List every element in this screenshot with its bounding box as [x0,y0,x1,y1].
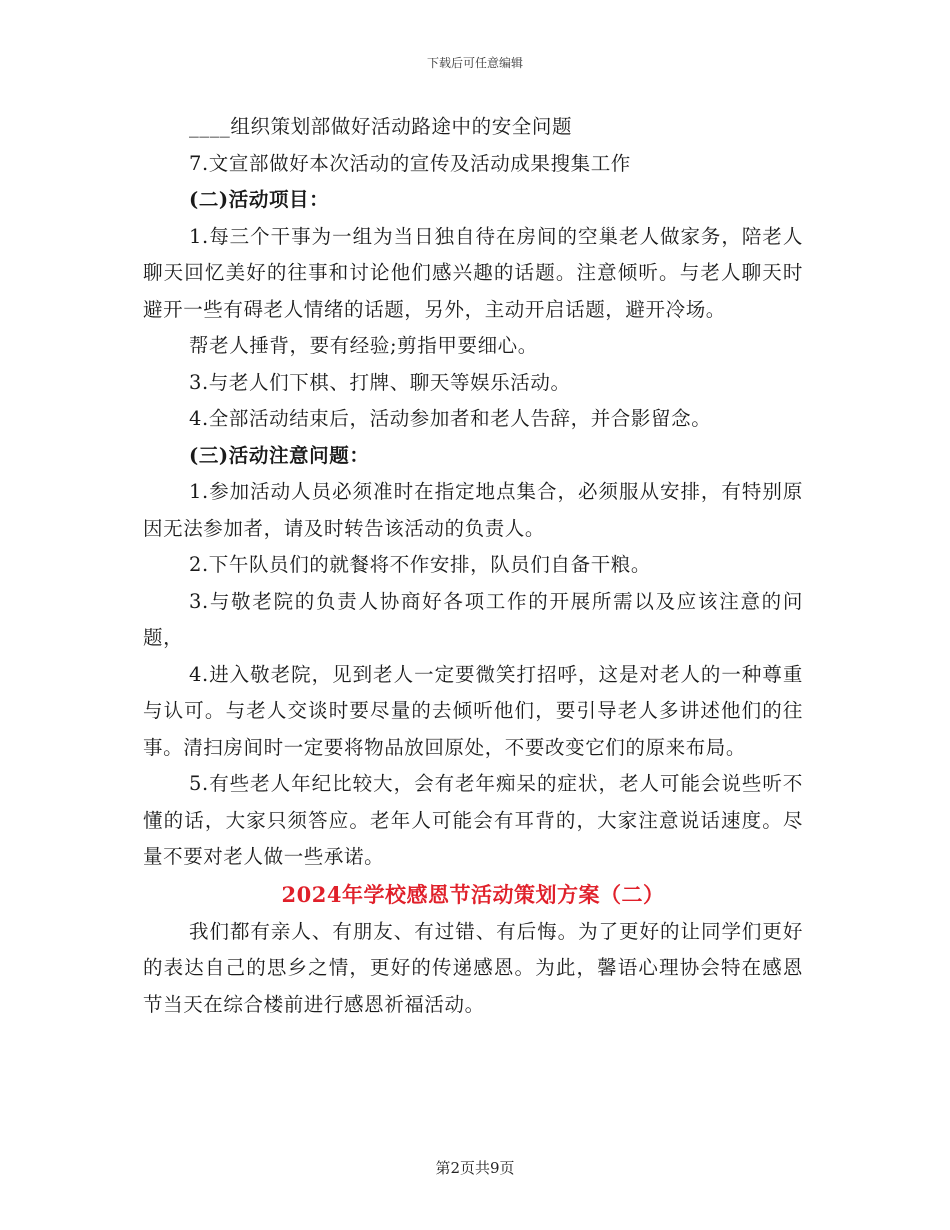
page-number-footer: 第2页共9页 [435,1159,515,1177]
paragraph-note-1: 1.参加活动人员必须准时在指定地点集合，必须服从安排，有特别原因无法参加者，请及时转告该活动的负责人。 [143,480,803,540]
paragraph-item-7: 7.文宣部做好本次活动的宣传及活动成果搜集工作 [189,151,631,175]
section-heading-notes: (三)活动注意问题： [189,443,370,467]
paragraph-note-5: 5.有些老人年纪比较大，会有老年痴呆的症状，老人可能会说些听不懂的话，大家只须答应。老年人可能会有耳背的，大家注意说话速度。尽量不要对老人做一些承诺。 [143,772,803,868]
paragraph-activity-4: 4.全部活动结束后，活动参加者和老人告辞，并合影留念。 [189,407,712,430]
document-title-part-2: 2024年学校感恩节活动策划方案（二） [281,881,665,907]
page-header-note: 下载后可任意编辑 [426,56,523,70]
document-body [143,109,803,1023]
paragraph-intro: 我们都有亲人、有朋友、有过错、有后悔。为了更好的让同学们更好的表达自己的思乡之情，更好的传递感恩。为此，馨语心理协会特在感恩节当天在综合楼前进行感恩祈福活动。 [143,919,803,1016]
paragraph-note-2: 2.下午队员们的就餐将不作安排，队员们自备干粮。 [189,553,652,576]
paragraph-note-3: 3.与敬老院的负责人协商好各项工作的开展所需以及应该注意的问题， [143,589,803,649]
paragraph-activity-1: 1.每三个干事为一组为当日独自待在房间的空巢老人做家务，陪老人聊天回忆美好的往事和讨论他们感兴趣的话题。注意倾听。与老人聊天时避开一些有碍老人情绪的话题，另外，主动开启话题，避开冷场。 [143,224,803,321]
paragraph-activity-3: 3.与老人们下棋、打牌、聊天等娱乐活动。 [189,370,571,394]
paragraph-activity-help: 帮老人捶背，要有经验;剪指甲要细心。 [189,334,538,357]
paragraph-safety: ____组织策划部做好活动路途中的安全问题 [189,115,573,138]
paragraph-note-4: 4.进入敬老院，见到老人一定要微笑打招呼，这是对老人的一种尊重与认可。与老人交谈时要尽量的去倾听他们，要引导老人多讲述他们的往事。清扫房间时一定要将物品放回原处，不要改变它们的原来布局。 [143,662,803,759]
section-heading-activities: (二)活动项目： [189,188,330,211]
